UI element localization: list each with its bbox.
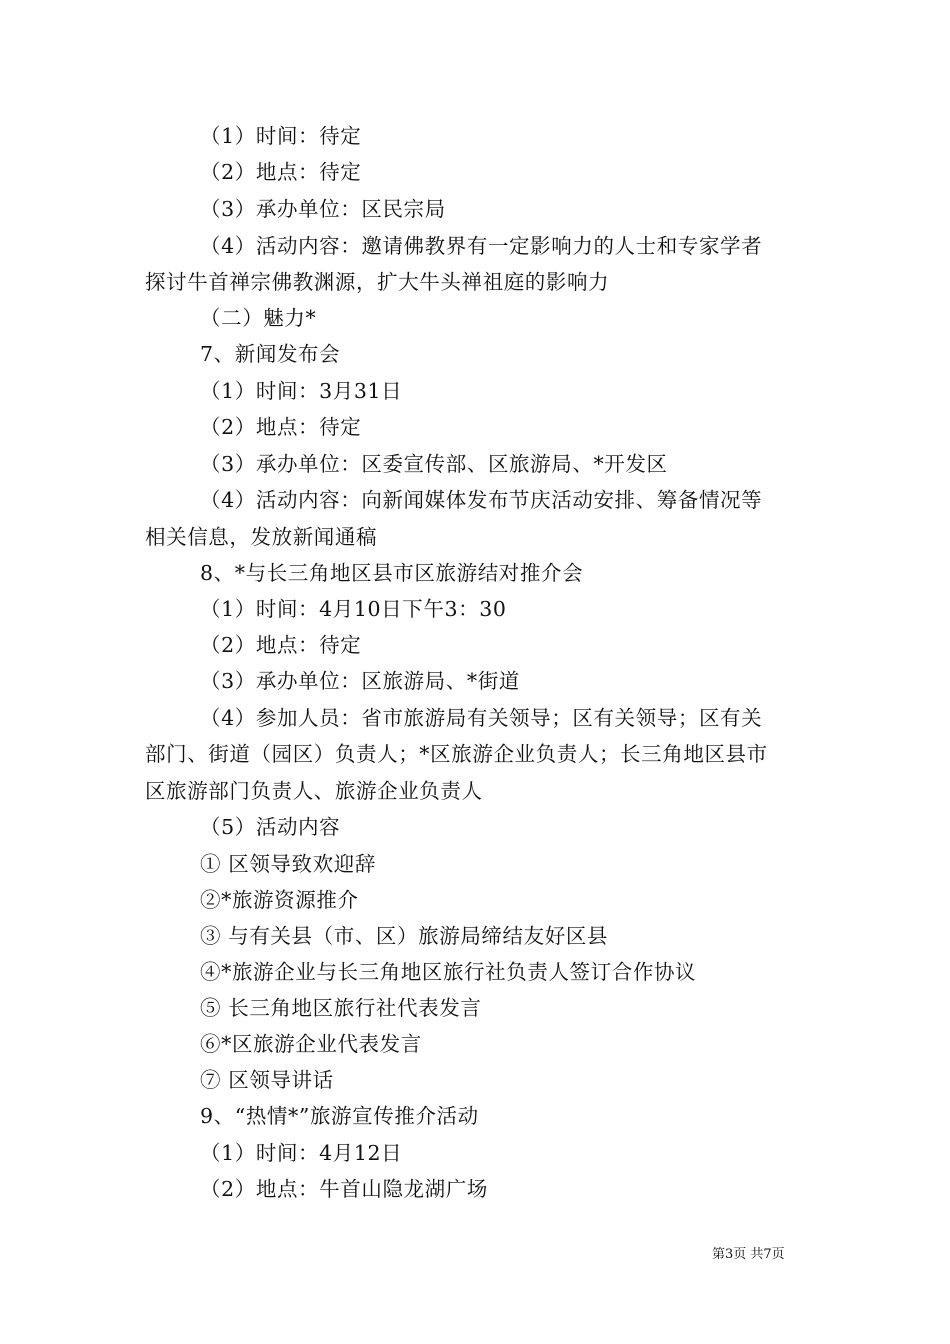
line-participants: （4）参加人员：省市旅游局有关领导；区有关领导；区有关: [200, 706, 763, 730]
line-time-apr12: （1）时间：4月12日: [200, 1141, 403, 1165]
list-item-5: ⑤ 长三角地区旅行社代表发言: [200, 996, 482, 1020]
line-location-tbd-3: （2）地点：待定: [200, 633, 362, 657]
item-heading-promotion-meeting: 8、*与长三角地区县市区旅游结对推介会: [200, 561, 584, 585]
list-item-1: ① 区领导致欢迎辞: [200, 852, 376, 876]
line-organizer-publicity: （3）承办单位：区委宣传部、区旅游局、*开发区: [200, 452, 668, 476]
line-activity-content-press: （4）活动内容：向新闻媒体发布节庆活动安排、筹备情况等: [200, 488, 763, 512]
line-activity-content-buddhism-cont: 探讨牛首禅宗佛教渊源，扩大牛头禅祖庭的影响力: [145, 270, 610, 294]
section-heading-charm: （二）魅力*: [200, 306, 317, 330]
line-participants-cont-1: 部门、街道（园区）负责人；*区旅游企业负责人；长三角地区县市: [145, 742, 768, 766]
line-activity-content-heading: （5）活动内容: [200, 815, 341, 839]
line-activity-content-press-cont: 相关信息，发放新闻通稿: [145, 525, 378, 549]
line-activity-content-buddhism: （4）活动内容：邀请佛教界有一定影响力的人士和专家学者: [200, 234, 763, 258]
line-organizer-tourism: （3）承办单位：区旅游局、*街道: [200, 669, 520, 693]
line-time-apr10: （1）时间：4月10日下午3：30: [200, 597, 507, 621]
line-participants-cont-2: 区旅游部门负责人、旅游企业负责人: [145, 779, 483, 803]
line-time-mar31: （1）时间：3月31日: [200, 379, 403, 403]
line-location-tbd: （2）地点：待定: [200, 160, 362, 184]
item-heading-passion-campaign: 9、“热情*”旅游宣传推介活动: [200, 1104, 479, 1128]
list-item-3: ③ 与有关县（市、区）旅游局缔结友好区县: [200, 924, 609, 948]
line-location-square: （2）地点：牛首山隐龙湖广场: [200, 1177, 488, 1201]
page-number-footer: 第3页 共7页: [712, 1247, 785, 1262]
list-item-4: ④*旅游企业与长三角地区旅行社负责人签订合作协议: [200, 960, 697, 984]
list-item-7: ⑦ 区领导讲话: [200, 1068, 334, 1092]
line-organizer-minzong: （3）承办单位：区民宗局: [200, 197, 446, 221]
item-heading-press-conference: 7、新闻发布会: [200, 342, 341, 366]
line-time-tbd: （1）时间：待定: [200, 124, 362, 148]
list-item-6: ⑥*区旅游企业代表发言: [200, 1032, 422, 1056]
list-item-2: ②*旅游资源推介: [200, 888, 359, 912]
line-location-tbd-2: （2）地点：待定: [200, 415, 362, 439]
